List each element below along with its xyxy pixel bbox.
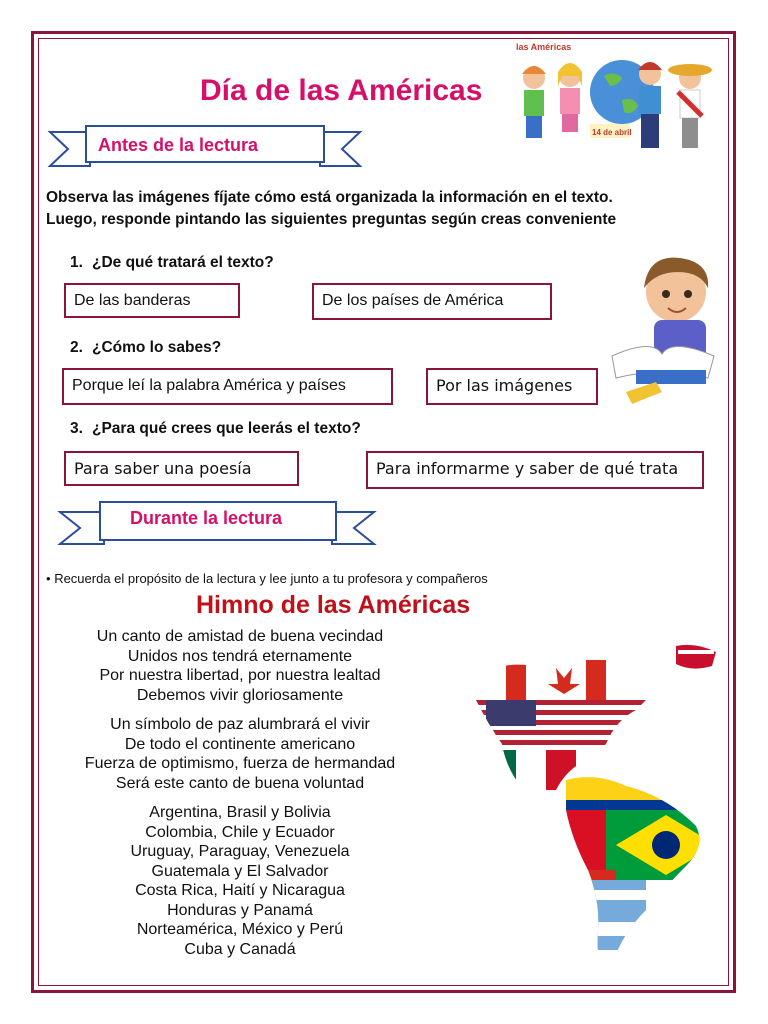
reading-boy-illustration xyxy=(606,252,726,412)
question-text: ¿Cómo lo sabes? xyxy=(92,339,222,356)
illustration-caption-top: las Américas xyxy=(516,42,572,52)
answer-option[interactable]: Por las imágenes xyxy=(426,368,598,405)
reading-instruction-text: Recuerda el propósito de la lectura y lee junto a tu profesora y compañeros xyxy=(54,571,488,586)
illustration-caption-date: 14 de abril xyxy=(592,128,632,137)
ribbon-label-before: Antes de la lectura xyxy=(98,135,259,155)
hymn-line: Norteamérica, México y Perú xyxy=(136,921,344,938)
hymn-line: Debemos vivir gloriosamente xyxy=(136,686,344,704)
hymn-title: Himno de las Américas xyxy=(196,591,471,619)
hymn-line: Honduras y Panamá xyxy=(167,901,313,919)
answer-option[interactable]: De las banderas xyxy=(64,283,240,318)
answer-option[interactable]: Para informarme y saber de qué trata xyxy=(366,451,704,489)
answer-option[interactable]: De los países de América xyxy=(312,283,552,320)
hymn-line: Colombia, Chile y Ecuador xyxy=(145,823,335,841)
question-text: ¿De qué tratará el texto? xyxy=(92,254,274,271)
answer-option[interactable]: Para saber una poesía xyxy=(64,451,299,486)
children-globe-illustration xyxy=(512,40,722,162)
ribbon-label-during: Durante la lectura xyxy=(130,508,283,528)
bullet-icon: • xyxy=(46,571,51,586)
question-text: ¿Para qué crees que leerás el texto? xyxy=(92,420,361,437)
instruction-line: Luego, responde pintando las siguientes preguntas según creas conveniente xyxy=(46,211,617,228)
question-number: 2. xyxy=(70,339,83,356)
question-2 xyxy=(70,339,221,357)
question-3 xyxy=(70,420,361,438)
hymn-line: Uruguay, Paraguay, Venezuela xyxy=(130,843,350,860)
question-number: 1. xyxy=(70,254,83,271)
instructions xyxy=(46,187,736,231)
hymn-stanza-1 xyxy=(55,627,425,705)
hymn-line: Será este canto de buena voluntad xyxy=(115,774,365,792)
question-number: 3. xyxy=(70,420,83,437)
instruction-line: Observa las imágenes fíjate cómo está organizada la información en el texto. xyxy=(46,189,613,206)
hymn-line: De todo el continente americano xyxy=(124,735,356,753)
hymn-line: Fuerza de optimismo, fuerza de hermandad xyxy=(84,755,396,772)
hymn-stanza-2 xyxy=(55,715,425,793)
hymn-line: Por nuestra libertad, por nuestra lealtad xyxy=(99,667,381,684)
answer-option[interactable]: Porque leí la palabra América y países xyxy=(62,368,393,405)
hymn-line: Guatemala y El Salvador xyxy=(151,862,329,880)
hymn-line: Argentina, Brasil y Bolivia xyxy=(149,804,331,821)
hymn-line: Un canto de amistad de buena vecindad xyxy=(96,628,384,645)
reading-instruction xyxy=(46,571,488,586)
hymn-line: Cuba y Canadá xyxy=(184,940,296,958)
americas-flag-map xyxy=(446,640,726,950)
question-1 xyxy=(70,254,274,272)
hymn-stanza-3 xyxy=(55,803,425,959)
hymn-line: Un símbolo de paz alumbrará el vivir xyxy=(110,716,370,733)
page-title: Día de las Américas xyxy=(200,74,483,107)
hymn-line: Unidos nos tendrá eternamente xyxy=(127,647,353,665)
hymn-line: Costa Rica, Haití y Nicaragua xyxy=(135,882,345,899)
